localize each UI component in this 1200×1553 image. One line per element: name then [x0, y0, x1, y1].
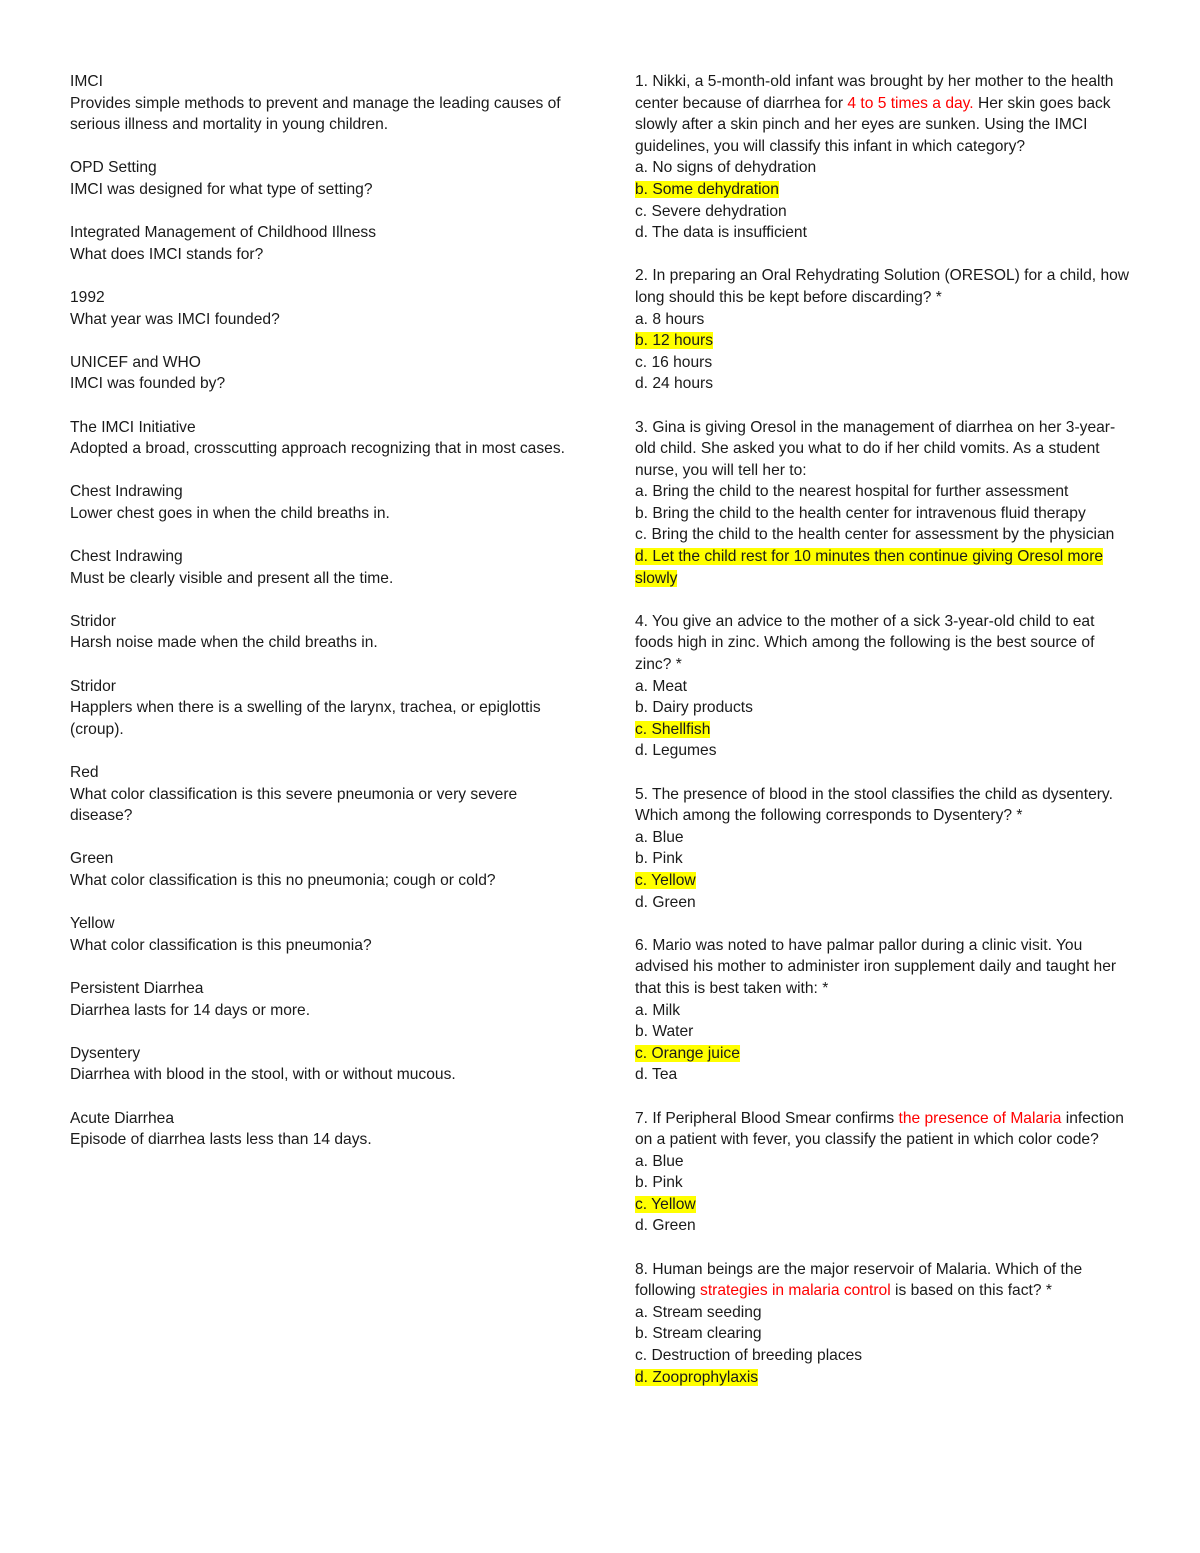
- flashcard-term: Dysentery: [70, 1044, 141, 1062]
- question-stem: [635, 935, 1135, 1000]
- flashcard: [70, 481, 570, 524]
- flashcard-definition: What color classification is this no pneumonia; cough or cold?: [70, 871, 496, 889]
- flashcard-term: 1992: [70, 288, 105, 306]
- answer-option: d. Green: [635, 1217, 696, 1235]
- answer-option: c. Severe dehydration: [635, 202, 787, 220]
- flashcard-term: Green: [70, 850, 114, 868]
- question-text: 4. You give an advice to the mother of a sick 3-year-old child to eat foods high in zinc. Which among the following is the best source of zinc? *: [635, 612, 1095, 674]
- flashcard-term: Red: [70, 764, 99, 781]
- flashcard-definition: IMCI was designed for what type of setting?: [70, 180, 373, 198]
- answer-option: b. Stream clearing: [635, 1325, 762, 1343]
- correct-answer-option: d. Let the child rest for 10 minutes then continue giving Oresol more slowly: [635, 548, 1104, 587]
- correct-answer-option: b. 12 hours: [635, 332, 714, 350]
- flashcard-definition: IMCI was founded by?: [70, 375, 226, 393]
- flashcard-term: Persistent Diarrhea: [70, 979, 204, 997]
- flashcard-term: Stridor: [70, 612, 116, 630]
- flashcard: [70, 222, 570, 265]
- answer-option: a. Meat: [635, 677, 688, 695]
- flashcard-column: [70, 71, 570, 1172]
- question-stem: [635, 784, 1135, 827]
- question-block: [635, 784, 1135, 914]
- flashcard: [70, 978, 570, 1021]
- flashcard: [70, 762, 570, 827]
- flashcard-definition: Diarrhea with blood in the stool, with or without mucous.: [70, 1066, 456, 1084]
- answer-option: b. Pink: [635, 1174, 683, 1192]
- question-block: [635, 935, 1135, 1086]
- emphasized-text: strategies in malaria control: [700, 1282, 891, 1300]
- flashcard: [70, 417, 570, 460]
- flashcard: [70, 676, 570, 741]
- flashcard-term: IMCI: [70, 73, 103, 90]
- flashcard-term: Chest Indrawing: [70, 548, 183, 566]
- question-text: Her skin goes back slowly after a skin pinch and her eyes are sunken. Using the IMCI guidelines, you will classify this infant in which category?: [635, 94, 1111, 155]
- flashcard-definition: What does IMCI stands for?: [70, 245, 264, 263]
- answer-option: a. Stream seeding: [635, 1303, 762, 1321]
- flashcard: [70, 71, 570, 136]
- question-block: [635, 71, 1135, 244]
- question-text: 6. Mario was noted to have palmar pallor during a clinic visit. You advised his mother to administer iron supplement daily and taught her that this is best taken with: *: [635, 936, 1117, 997]
- question-stem: [635, 417, 1135, 482]
- answer-option: a. 8 hours: [635, 310, 705, 328]
- emphasized-text: the presence of Malaria: [898, 1109, 1062, 1127]
- correct-answer-option: c. Yellow: [635, 871, 696, 889]
- flashcard: [70, 848, 570, 891]
- question-stem: [635, 71, 1135, 157]
- flashcard-term: The IMCI Initiative: [70, 418, 196, 436]
- emphasized-text: 4 to 5 times a day.: [847, 94, 974, 112]
- question-text: 5. The presence of blood in the stool classifies the child as dysentery. Which among the following corresponds to Dysentery? *: [635, 785, 1113, 825]
- question-text: 7. If Peripheral Blood Smear confirms: [635, 1109, 899, 1127]
- question-stem: [635, 265, 1135, 308]
- flashcard-definition: Diarrhea lasts for 14 days or more.: [70, 1001, 311, 1019]
- question-stem: [635, 611, 1135, 676]
- correct-answer-option: c. Yellow: [635, 1195, 696, 1213]
- answer-option: c. 16 hours: [635, 353, 713, 371]
- question-text: infection on a patient with fever, you classify the patient in which color code?: [635, 1109, 1124, 1149]
- question-text: 8. Human beings are the major reservoir of Malaria. Which of the following: [635, 1260, 1083, 1300]
- flashcard-definition: Adopted a broad, crosscutting approach recognizing that in most cases.: [70, 440, 565, 458]
- correct-answer-option: b. Some dehydration: [635, 180, 779, 198]
- answer-option: d. Legumes: [635, 742, 717, 760]
- flashcard: [70, 913, 570, 956]
- flashcard-definition: Episode of diarrhea lasts less than 14 days.: [70, 1131, 372, 1149]
- answer-option: a. Milk: [635, 1001, 681, 1019]
- flashcard-definition: What year was IMCI founded?: [70, 310, 280, 328]
- flashcard: [70, 157, 570, 200]
- answer-option: d. 24 hours: [635, 375, 714, 393]
- answer-option: d. Green: [635, 893, 696, 911]
- question-block: [635, 1259, 1135, 1389]
- quiz-column: [635, 71, 1135, 1410]
- flashcard-definition: Must be clearly visible and present all the time.: [70, 569, 394, 587]
- flashcard-term: Integrated Management of Childhood Illness: [70, 224, 377, 242]
- flashcard-term: Yellow: [70, 915, 115, 933]
- question-block: [635, 1108, 1135, 1238]
- question-block: [635, 265, 1135, 395]
- answer-option: a. Bring the child to the nearest hospital for further assessment: [635, 483, 1069, 501]
- flashcard: [70, 1043, 570, 1086]
- question-text: 1. Nikki, a 5-month-old infant was brought by her mother to the health center because of diarrhea for: [635, 73, 1114, 112]
- answer-option: b. Bring the child to the health center for intravenous fluid therapy: [635, 504, 1086, 522]
- flashcard-definition: Lower chest goes in when the child breaths in.: [70, 504, 390, 522]
- correct-answer-option: c. Orange juice: [635, 1044, 740, 1062]
- question-text: 3. Gina is giving Oresol in the management of diarrhea on her 3-year-old child. She asked you what to do if her child vomits. As a student nurse, you will tell her to:: [635, 418, 1116, 479]
- flashcard-definition: Provides simple methods to prevent and manage the leading causes of serious illness and mortality in young children.: [70, 94, 561, 134]
- question-stem: [635, 1108, 1135, 1151]
- flashcard: [70, 287, 570, 330]
- answer-option: a. Blue: [635, 828, 684, 846]
- correct-answer-option: d. Zooprophylaxis: [635, 1368, 759, 1386]
- question-block: [635, 417, 1135, 590]
- question-text: is based on this fact? *: [890, 1282, 1052, 1300]
- question-stem: [635, 1259, 1135, 1302]
- flashcard-term: UNICEF and WHO: [70, 353, 201, 371]
- flashcard: [70, 352, 570, 395]
- question-block: [635, 611, 1135, 762]
- flashcard-term: Acute Diarrhea: [70, 1109, 175, 1127]
- answer-option: d. The data is insufficient: [635, 224, 807, 242]
- flashcard-definition: Harsh noise made when the child breaths in.: [70, 634, 378, 652]
- flashcard: [70, 1108, 570, 1151]
- flashcard-term: Stridor: [70, 677, 116, 695]
- answer-option: a. Blue: [635, 1152, 684, 1170]
- answer-option: a. No signs of dehydration: [635, 159, 817, 177]
- flashcard-definition: Happlers when there is a swelling of the larynx, trachea, or epiglottis (croup).: [70, 699, 541, 738]
- flashcard-definition: What color classification is this pneumonia?: [70, 936, 372, 954]
- answer-option: b. Water: [635, 1023, 694, 1041]
- flashcard-definition: What color classification is this severe pneumonia or very severe disease?: [70, 785, 518, 825]
- flashcard-term: OPD Setting: [70, 159, 157, 177]
- answer-option: b. Pink: [635, 850, 683, 868]
- flashcard: [70, 546, 570, 589]
- answer-option: c. Destruction of breeding places: [635, 1347, 863, 1365]
- flashcard-term: Chest Indrawing: [70, 483, 183, 501]
- flashcard: [70, 611, 570, 654]
- correct-answer-option: c. Shellfish: [635, 720, 711, 738]
- answer-option: d. Tea: [635, 1066, 678, 1084]
- answer-option: c. Bring the child to the health center for assessment by the physician: [635, 526, 1115, 544]
- answer-option: b. Dairy products: [635, 699, 753, 717]
- question-text: 2. In preparing an Oral Rehydrating Solution (ORESOL) for a child, how long should this be kept before discarding? *: [635, 267, 1130, 306]
